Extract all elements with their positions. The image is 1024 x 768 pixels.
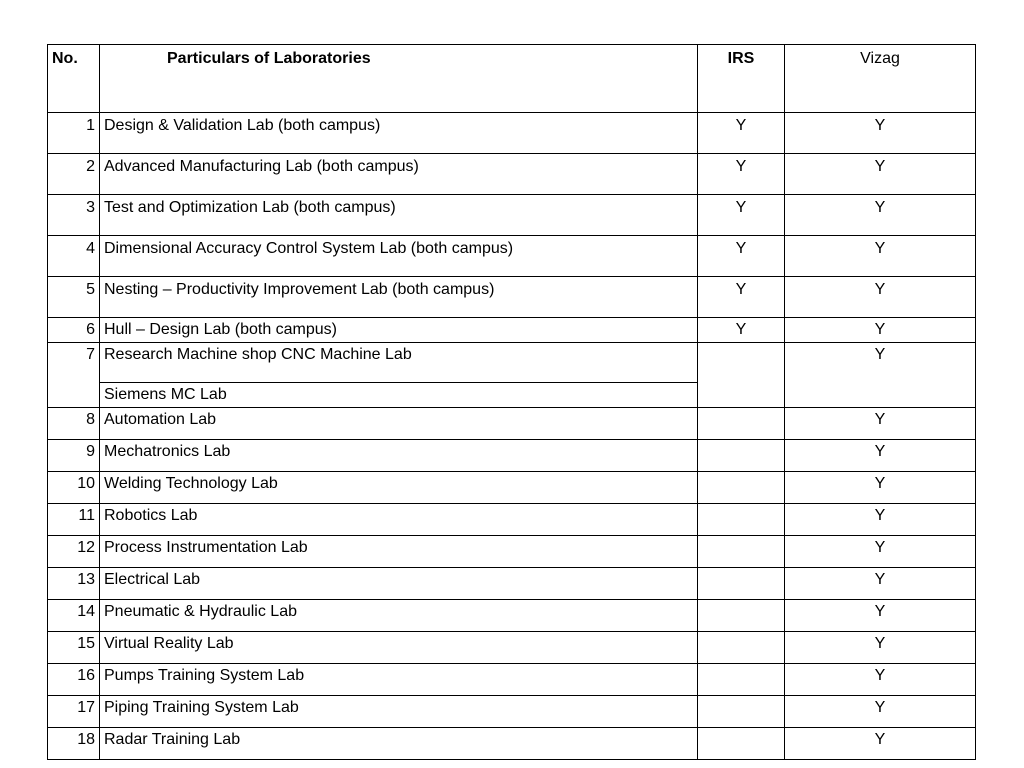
irs-value (698, 696, 785, 728)
header-row (48, 45, 976, 113)
irs-value (698, 408, 785, 440)
row-no: 15 (48, 632, 100, 664)
table-row (48, 600, 976, 632)
irs-value (698, 504, 785, 536)
irs-value (698, 440, 785, 472)
vizag-value: Y (785, 632, 976, 664)
lab-name: Dimensional Accuracy Control System Lab (both campus) (100, 236, 698, 277)
row-no: 10 (48, 472, 100, 504)
lab-name: Test and Optimization Lab (both campus) (100, 195, 698, 236)
header-particulars: Particulars of Laboratories (100, 45, 698, 113)
irs-value (698, 600, 785, 632)
table-row (48, 632, 976, 664)
lab-name: Pumps Training System Lab (100, 664, 698, 696)
irs-value (698, 343, 785, 408)
row-no: 17 (48, 696, 100, 728)
row-no: 11 (48, 504, 100, 536)
lab-name: Automation Lab (100, 408, 698, 440)
vizag-value: Y (785, 343, 976, 408)
irs-value (698, 472, 785, 504)
row-no: 14 (48, 600, 100, 632)
table-row (48, 408, 976, 440)
lab-name: Pneumatic & Hydraulic Lab (100, 600, 698, 632)
irs-value (698, 568, 785, 600)
row-no: 7 (48, 343, 100, 408)
irs-value (698, 664, 785, 696)
lab-name: Mechatronics Lab (100, 440, 698, 472)
vizag-value: Y (785, 113, 976, 154)
table-row (48, 318, 976, 343)
table-row (48, 504, 976, 536)
vizag-value: Y (785, 728, 976, 760)
table-row (48, 728, 976, 760)
row-no: 16 (48, 664, 100, 696)
row-no: 12 (48, 536, 100, 568)
lab-name: Design & Validation Lab (both campus) (100, 113, 698, 154)
row-no: 3 (48, 195, 100, 236)
lab-name: Hull – Design Lab (both campus) (100, 318, 698, 343)
row-no: 1 (48, 113, 100, 154)
table-row (48, 536, 976, 568)
table-row (48, 440, 976, 472)
irs-value (698, 728, 785, 760)
row-no: 2 (48, 154, 100, 195)
irs-value: Y (698, 318, 785, 343)
table-row (48, 277, 976, 318)
row-no: 18 (48, 728, 100, 760)
row-no: 13 (48, 568, 100, 600)
lab-name: Robotics Lab (100, 504, 698, 536)
row-no: 5 (48, 277, 100, 318)
vizag-value: Y (785, 536, 976, 568)
lab-name: Piping Training System Lab (100, 696, 698, 728)
vizag-value: Y (785, 440, 976, 472)
lab-name: Process Instrumentation Lab (100, 536, 698, 568)
vizag-value: Y (785, 318, 976, 343)
vizag-value: Y (785, 472, 976, 504)
table-row (48, 236, 976, 277)
lab-name: Virtual Reality Lab (100, 632, 698, 664)
irs-value: Y (698, 277, 785, 318)
header-irs: IRS (698, 45, 785, 113)
table-row (48, 472, 976, 504)
irs-value (698, 632, 785, 664)
row-no: 4 (48, 236, 100, 277)
row-no: 6 (48, 318, 100, 343)
vizag-value: Y (785, 408, 976, 440)
row-no: 8 (48, 408, 100, 440)
table-row (48, 343, 976, 383)
vizag-value: Y (785, 504, 976, 536)
table-row (48, 154, 976, 195)
vizag-value: Y (785, 277, 976, 318)
lab-name: Research Machine shop CNC Machine Lab (100, 343, 698, 383)
irs-value (698, 536, 785, 568)
lab-name: Advanced Manufacturing Lab (both campus) (100, 154, 698, 195)
table-row (48, 568, 976, 600)
table-row (48, 195, 976, 236)
vizag-value: Y (785, 664, 976, 696)
irs-value: Y (698, 113, 785, 154)
vizag-value: Y (785, 195, 976, 236)
lab-name: Electrical Lab (100, 568, 698, 600)
irs-value: Y (698, 236, 785, 277)
header-vizag: Vizag (785, 45, 976, 113)
lab-name: Radar Training Lab (100, 728, 698, 760)
irs-value: Y (698, 195, 785, 236)
laboratories-table (47, 44, 976, 760)
vizag-value: Y (785, 236, 976, 277)
table-row (48, 113, 976, 154)
lab-name: Welding Technology Lab (100, 472, 698, 504)
vizag-value: Y (785, 696, 976, 728)
irs-value: Y (698, 154, 785, 195)
table-row (48, 664, 976, 696)
vizag-value: Y (785, 154, 976, 195)
lab-name: Siemens MC Lab (100, 383, 698, 408)
vizag-value: Y (785, 568, 976, 600)
row-no: 9 (48, 440, 100, 472)
table-row (48, 696, 976, 728)
lab-name: Nesting – Productivity Improvement Lab (both campus) (100, 277, 698, 318)
header-no: No. (48, 45, 100, 113)
vizag-value: Y (785, 600, 976, 632)
